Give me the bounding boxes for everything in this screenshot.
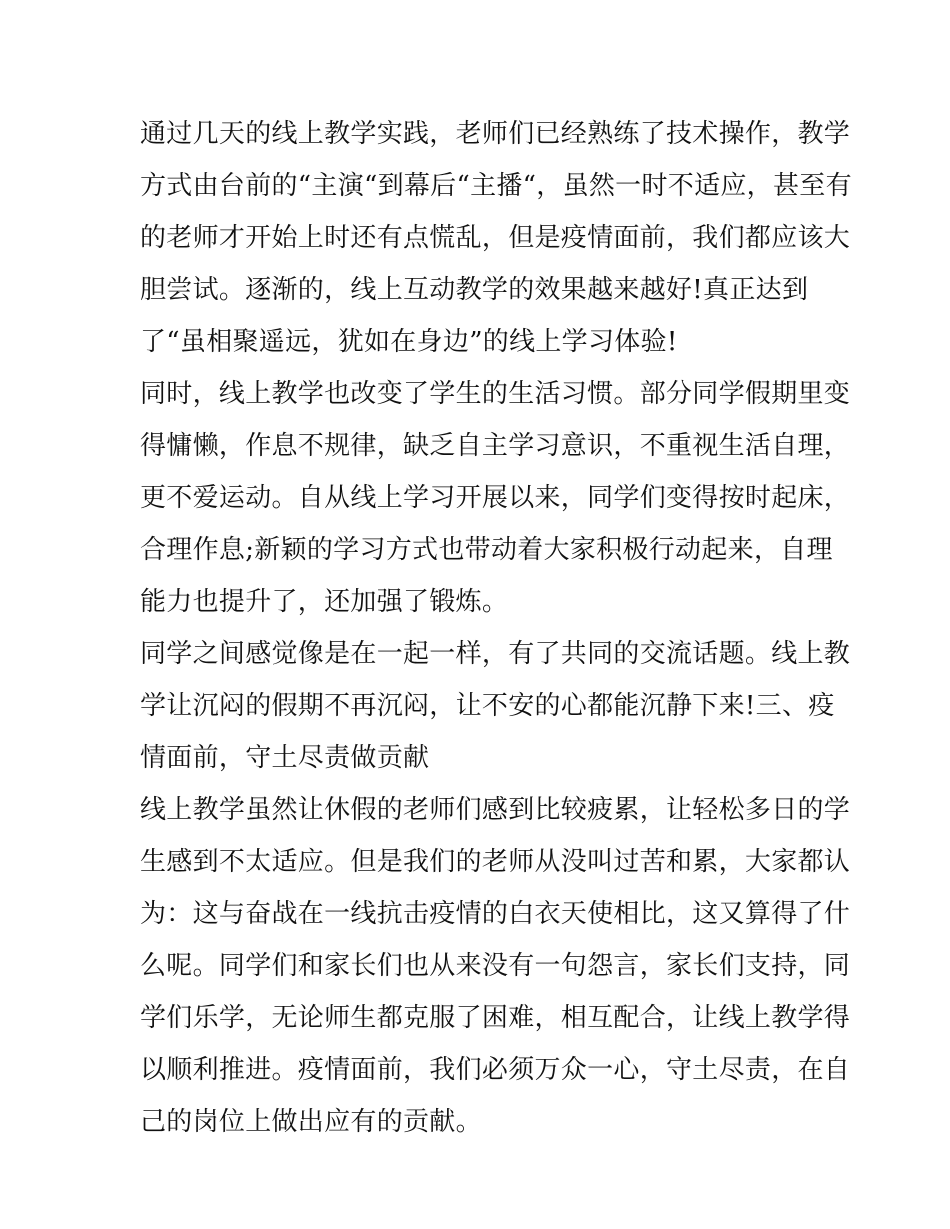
text-line-3: 的老师才开始上时还有点慌乱，但是疫情面前，我们都应该大	[140, 223, 851, 253]
text-line-16: 为：这与奋战在一线抗击疫情的白衣天使相比，这又算得了什	[140, 899, 851, 929]
text-line-15: 生感到不太适应。但是我们的老师从没叫过苦和累，大家都认	[140, 847, 851, 877]
text-line-17: 么呢。同学们和家长们也从来没有一句怨言，家长们支持，同	[140, 951, 851, 981]
text-line-12: 学让沉闷的假期不再沉闷，让不安的心都能沉静下来!三、疫	[140, 691, 835, 721]
text-line-5: 了“虽相聚遥远，犹如在身边”的线上学习体验!	[140, 327, 678, 357]
text-line-9: 合理作息;新颖的学习方式也带动着大家积极行动起来，自理	[140, 535, 833, 565]
text-line-4: 胆尝试。逐渐的，线上互动教学的效果越来越好!真正达到	[140, 275, 809, 305]
text-line-6: 同时，线上教学也改变了学生的生活习惯。部分同学假期里变	[140, 379, 851, 409]
text-line-13: 情面前，守土尽责做贡献	[140, 743, 430, 773]
document-body	[140, 108, 852, 1148]
text-line-10: 能力也提升了，还加强了锻炼。	[140, 587, 509, 617]
text-line-8: 更不爱运动。自从线上学习开展以来，同学们变得按时起床，	[140, 483, 851, 513]
text-line-14: 线上教学虽然让休假的老师们感到比较疲累，让轻松多日的学	[140, 795, 851, 825]
text-line-11: 同学之间感觉像是在一起一样，有了共同的交流话题。线上教	[140, 639, 851, 669]
text-line-1: 通过几天的线上教学实践，老师们已经熟练了技术操作，教学	[140, 119, 851, 149]
text-line-19: 以顺利推进。疫情面前，我们必须万众一心，守土尽责，在自	[140, 1055, 851, 1085]
text-line-18: 学们乐学，无论师生都克服了困难，相互配合，让线上教学得	[140, 1003, 851, 1033]
text-line-2: 方式由台前的“主演“到幕后“主播“，虽然一时不适应，甚至有	[140, 171, 852, 201]
text-line-20: 己的岗位上做出应有的贡献。	[140, 1107, 482, 1137]
text-line-7: 得慵懒，作息不规律，缺乏自主学习意识，不重视生活自理，	[140, 431, 851, 461]
